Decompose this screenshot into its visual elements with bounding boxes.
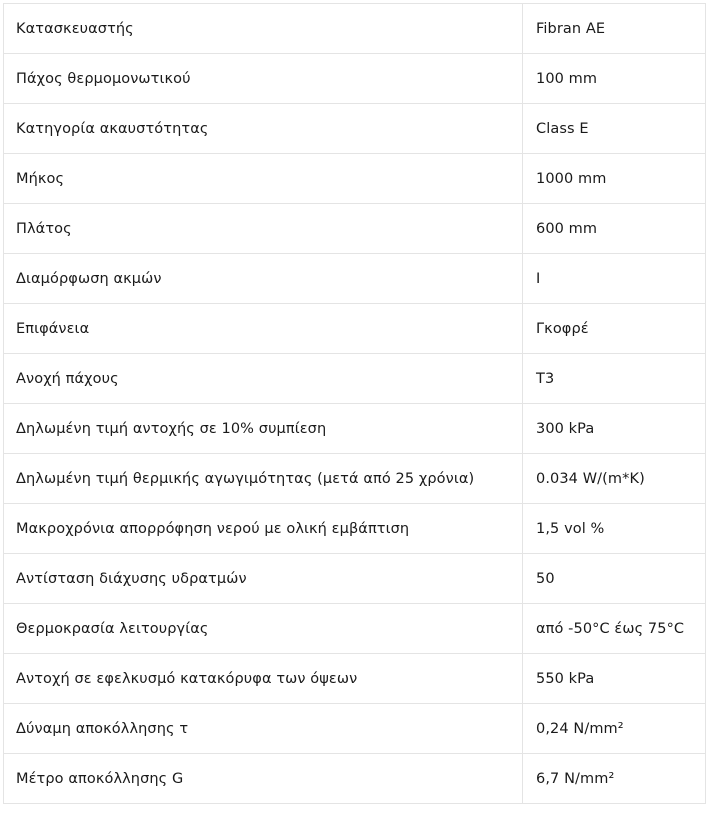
spec-value: 50 bbox=[523, 554, 706, 604]
spec-label: Δηλωμένη τιμή αντοχής σε 10% συμπίεση bbox=[4, 404, 523, 454]
table-row bbox=[4, 254, 706, 304]
specifications-body bbox=[4, 4, 706, 804]
spec-label: Κατηγορία ακαυστότητας bbox=[4, 104, 523, 154]
table-row bbox=[4, 604, 706, 654]
spec-value: 600 mm bbox=[523, 204, 706, 254]
spec-label: Μήκος bbox=[4, 154, 523, 204]
table-row bbox=[4, 204, 706, 254]
table-row bbox=[4, 104, 706, 154]
spec-label: Κατασκευαστής bbox=[4, 4, 523, 54]
spec-label: Αντοχή σε εφελκυσμό κατακόρυφα των όψεων bbox=[4, 654, 523, 704]
spec-label: Μέτρο αποκόλλησης G bbox=[4, 754, 523, 804]
spec-label: Μακροχρόνια απορρόφηση νερού με ολική εμβάπτιση bbox=[4, 504, 523, 554]
table-row bbox=[4, 504, 706, 554]
spec-label: Επιφάνεια bbox=[4, 304, 523, 354]
spec-label: Πλάτος bbox=[4, 204, 523, 254]
spec-value: από -50°C έως 75°C bbox=[523, 604, 706, 654]
spec-label: Αντίσταση διάχυσης υδρατμών bbox=[4, 554, 523, 604]
table-row bbox=[4, 404, 706, 454]
spec-label: Ανοχή πάχους bbox=[4, 354, 523, 404]
table-row bbox=[4, 354, 706, 404]
specifications-table bbox=[3, 3, 706, 804]
spec-value: Fibran AE bbox=[523, 4, 706, 54]
spec-value: Γκοφρέ bbox=[523, 304, 706, 354]
table-row bbox=[4, 654, 706, 704]
spec-value: 550 kPa bbox=[523, 654, 706, 704]
spec-label: Πάχος θερμομονωτικού bbox=[4, 54, 523, 104]
spec-label: Δηλωμένη τιμή θερμικής αγωγιμότητας (μετά από 25 χρόνια) bbox=[4, 454, 523, 504]
spec-label: Δύναμη αποκόλλησης τ bbox=[4, 704, 523, 754]
table-row bbox=[4, 4, 706, 54]
table-row bbox=[4, 154, 706, 204]
spec-value: I bbox=[523, 254, 706, 304]
table-row bbox=[4, 554, 706, 604]
spec-value: 0.034 W/(m*K) bbox=[523, 454, 706, 504]
spec-value: Class E bbox=[523, 104, 706, 154]
spec-value: 1000 mm bbox=[523, 154, 706, 204]
table-row bbox=[4, 304, 706, 354]
spec-value: 300 kPa bbox=[523, 404, 706, 454]
table-row bbox=[4, 754, 706, 804]
spec-label: Διαμόρφωση ακμών bbox=[4, 254, 523, 304]
table-row bbox=[4, 54, 706, 104]
spec-value: 0,24 N/mm² bbox=[523, 704, 706, 754]
table-row bbox=[4, 454, 706, 504]
spec-value: T3 bbox=[523, 354, 706, 404]
table-row bbox=[4, 704, 706, 754]
spec-value: 1,5 vol % bbox=[523, 504, 706, 554]
spec-value: 6,7 N/mm² bbox=[523, 754, 706, 804]
spec-label: Θερμοκρασία λειτουργίας bbox=[4, 604, 523, 654]
spec-value: 100 mm bbox=[523, 54, 706, 104]
